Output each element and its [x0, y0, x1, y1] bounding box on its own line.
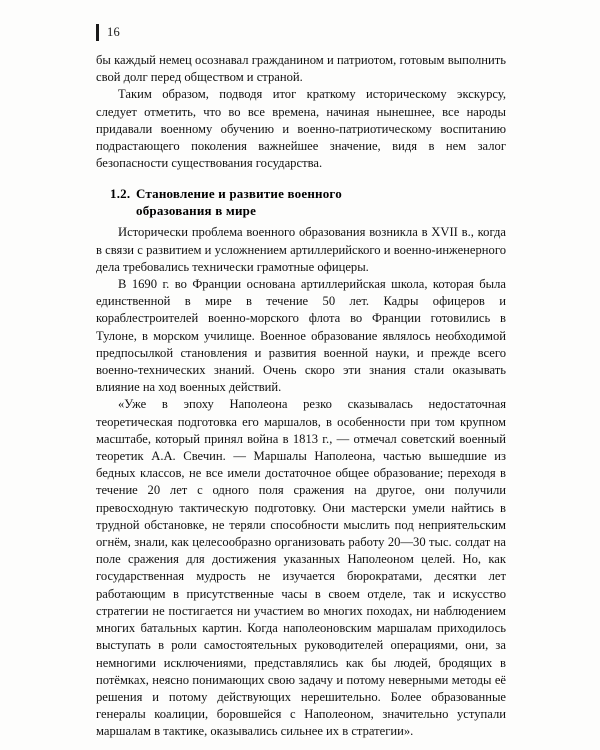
- page-header: [96, 24, 120, 41]
- section-title-line-1: Становление и развитие военного: [136, 186, 342, 202]
- paragraph-summary: Таким образом, подводя итог краткому историческому экскурсу, следует отметить, что во все времена, начиная нынешнее, все народы придавали военному обучению и военно-патриотическому воспитанию подрастающего поколения важнейшее значение, видя в нем залог безопасности существования государства.: [96, 87, 506, 171]
- section-heading: [96, 185, 506, 219]
- page-number: 16: [107, 25, 121, 39]
- section-number: 1.2.: [110, 186, 131, 202]
- paragraph-napoleon-quote: «Уже в эпоху Наполеона резко сказывалась недостаточная теоретическая подготовка его маршалов, в особенности при том крупном масштабе, который принял война в 1813 г., — отмечал советский военный теоретик А.А. Свечин. — Маршалы Наполеона, частью вышедшие из бедных классов, не все имели достаточное общее образование; переходя в течение 20 лет с одного поля сражения на другое, они получили превосходную тактическую подготовку. Они мастерски умели найтись в трудной обстановке, не теряли способности мыслить под неприятельским огнём, знали, как целесообразно организовать работу 20—30 тыс. солдат на поле сражения для достижения указанных Наполеоном целей. Но, как государственная мудрость не изучается бюрократами, десятки лет работающим в присутственные часы в своем отделе, так и искусство стратегии не постигается ни участием во многих походах, ни наблюдением многих батальных картин. Когда наполеоновским маршалам приходилось выступать в роли самостоятельных руководителей операциями, они, за немногими исключениями, представлялись как бы людей, бродящих в потёмках, неясно понимающих свою задачу и потому неверными методы её решения и потому действующих нерешительно. Более образованные генералы коалиции, боровшейся с Наполеоном, значительно уступали маршалам в тактике, оказывались сильнее их в стратегии».: [96, 397, 506, 739]
- section-title-line-2: образования в мире: [136, 203, 257, 219]
- section-title: [136, 185, 506, 219]
- paragraph-continuation: бы каждый немец осознавал гражданином и патриотом, готовым выполнить свой долг перед обществом и страной.: [96, 53, 506, 85]
- paragraph-history-origin: Исторически проблема военного образования возникла в XVII в., когда в связи с развитием и усложнением артиллерийского и военно-инженерного дела требовались технически грамотные офицеры.: [96, 225, 506, 274]
- paragraph-france-school: В 1690 г. во Франции основана артиллерийская школа, которая была единственной в мире в течение 50 лет. Кадры офицеров и кораблестроителей военно-морского флота во Франции готовились в Тулоне, в морском училище. Военное образование являлось необходимой предпосылкой становления и развития военной науки, и прежде всего военно-технических знаний. Очень скоро эти знания стали оказывать влияние на ход военных действий.: [96, 277, 506, 395]
- page-content: [96, 52, 506, 741]
- header-rule-decoration: [96, 24, 99, 41]
